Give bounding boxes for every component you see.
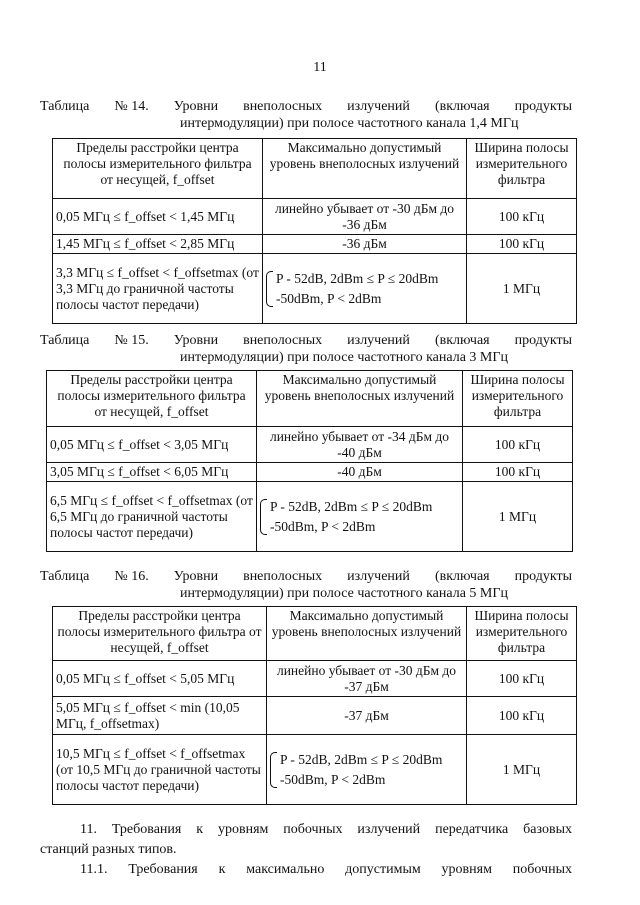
caption-line2: интермодуляции) при полосе частотного канала 1,4 МГц [180,116,519,131]
header-level: Максимально допустимый уровень внеполосных излучений [257,371,463,427]
caption-label: Таблица [40,569,90,584]
table16-caption [40,568,572,602]
caption-number: № 16. [114,569,149,584]
caption-word: внеполосных [243,333,323,348]
caption-word: продукты [514,333,572,348]
section-111-line1: 11.1. Требования к максимально допустимым уровням побочных [80,862,572,877]
header-bandwidth: Ширина полосы измерительного фильтра [467,607,577,661]
cell-level: линейно убывает от -30 дБм до -36 дБм [263,199,467,235]
cell-bandwidth: 1 МГц [467,735,577,805]
table-row [53,661,577,697]
caption-word: (включая [434,99,490,114]
table14-caption [40,98,572,132]
cell-range: 3,3 МГц ≤ f_offset < f_offsetmax (от 3,3 МГц до граничной частоты полосы частот передачи) [53,254,263,324]
caption-line2: интермодуляции) при полосе частотного канала 3 МГц [180,350,508,365]
cell-range: 10,5 МГц ≤ f_offset < f_offsetmax (от 10,5 МГц до граничной частоты полосы частот передачи) [53,735,267,805]
table-row [53,697,577,735]
section-11 [40,820,572,880]
caption-word: (включая [434,333,490,348]
brace-icon [270,752,277,788]
cell-range: 5,05 МГц ≤ f_offset < min (10,05 МГц, f_offsetmax) [53,697,267,735]
formula-line1: P - 52dB, 2dBm ≤ P ≤ 20dBm [276,270,439,286]
caption-number: № 14. [114,99,149,114]
cell-range: 0,05 МГц ≤ f_offset < 5,05 МГц [53,661,267,697]
table15-caption [40,332,572,366]
cell-level: -36 дБм [263,235,467,254]
cell-bandwidth: 100 кГц [467,199,577,235]
header-bandwidth: Ширина полосы измерительного фильтра [463,371,573,427]
table-header-row [53,607,577,661]
header-level: Максимально допустимый уровень внеполосных излучений [263,139,467,199]
caption-label: Таблица [40,99,90,114]
cell-level: -37 дБм [267,697,467,735]
header-offset: Пределы расстройки центра полосы измерительного фильтра от несущей, f_offset [53,607,267,661]
caption-word: излучений [347,569,410,584]
piecewise-formula [260,497,459,537]
caption-word: (включая [434,569,490,584]
header-bandwidth: Ширина полосы измерительного фильтра [467,139,577,199]
caption-word: Уровни [173,569,219,584]
formula-line2: -50dBm, P < 2dBm [280,771,386,787]
brace-icon [260,499,267,535]
table-header-row [47,371,573,427]
header-offset: Пределы расстройки центра полосы измерительного фильтра от несущей, f_offset [53,139,263,199]
table-header-row [53,139,577,199]
cell-bandwidth: 100 кГц [467,697,577,735]
cell-range: 3,05 МГц ≤ f_offset < 6,05 МГц [47,463,257,482]
table-14 [52,138,577,324]
caption-word: излучений [347,333,410,348]
cell-level: -40 дБм [257,463,463,482]
cell-bandwidth: 1 МГц [463,482,573,552]
table-row [47,427,573,463]
table-row [53,235,577,254]
cell-formula [267,735,467,805]
caption-word: внеполосных [243,99,323,114]
section-11-line1: 11. Требования к уровням побочных излучений передатчика базовых [80,822,572,837]
caption-word: продукты [514,569,572,584]
table-row [53,199,577,235]
table-row [53,735,577,805]
caption-line2: интермодуляции) при полосе частотного канала 5 МГц [180,586,508,601]
cell-bandwidth: 1 МГц [467,254,577,324]
caption-word: Уровни [173,99,219,114]
caption-label: Таблица [40,333,90,348]
formula-line1: P - 52dB, 2dBm ≤ P ≤ 20dBm [280,751,443,767]
cell-range: 0,05 МГц ≤ f_offset < 1,45 МГц [53,199,263,235]
header-offset: Пределы расстройки центра полосы измерительного фильтра от несущей, f_offset [47,371,257,427]
caption-word: внеполосных [243,569,323,584]
formula-line2: -50dBm, P < 2dBm [276,290,382,306]
caption-word: продукты [514,99,572,114]
cell-formula [263,254,467,324]
table-15 [46,370,573,552]
cell-range: 1,45 МГц ≤ f_offset < 2,85 МГц [53,235,263,254]
section-11-line2: станций разных типов. [40,842,177,857]
caption-word: Уровни [173,333,219,348]
piecewise-formula [270,750,463,790]
brace-icon [266,271,273,307]
table-row [47,463,573,482]
caption-word: излучений [347,99,410,114]
cell-level: линейно убывает от -34 дБм до -40 дБм [257,427,463,463]
cell-range: 0,05 МГц ≤ f_offset < 3,05 МГц [47,427,257,463]
table-16 [52,606,577,805]
cell-bandwidth: 100 кГц [463,463,573,482]
cell-bandwidth: 100 кГц [467,661,577,697]
caption-number: № 15. [114,333,149,348]
cell-level: линейно убывает от -30 дБм до -37 дБм [267,661,467,697]
page-number: 11 [313,60,327,75]
cell-formula [257,482,463,552]
header-level: Максимально допустимый уровень внеполосных излучений [267,607,467,661]
cell-range: 6,5 МГц ≤ f_offset < f_offsetmax (от 6,5 МГц до граничной частоты полосы частот передачи) [47,482,257,552]
formula-line1: P - 52dB, 2dBm ≤ P ≤ 20dBm [270,498,433,514]
formula-line2: -50dBm, P < 2dBm [270,518,376,534]
cell-bandwidth: 100 кГц [463,427,573,463]
table-row [53,254,577,324]
piecewise-formula [266,269,463,309]
table-row [47,482,573,552]
cell-bandwidth: 100 кГц [467,235,577,254]
